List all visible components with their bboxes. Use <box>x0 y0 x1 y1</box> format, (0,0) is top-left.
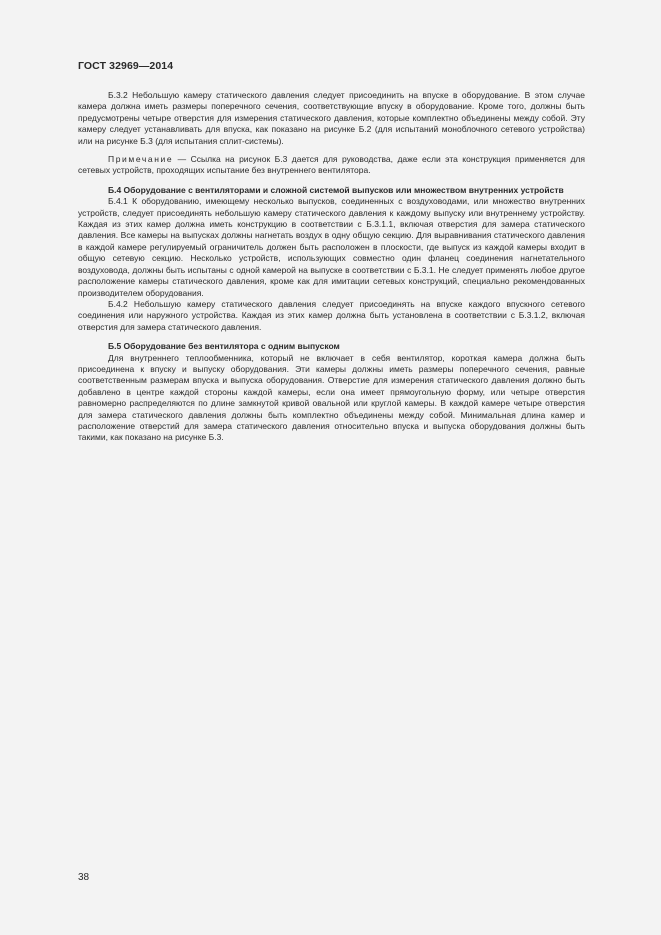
section-heading-b5: Б.5 Оборудование без вентилятора с одним выпуском <box>108 341 340 352</box>
note-paragraph <box>78 154 585 177</box>
document-header: ГОСТ 32969—2014 <box>78 60 174 72</box>
paragraph-b5: Для внутреннего теплообменника, который не включает в себя вентилятор, короткая камера должна быть присоединена к впуску и выпуску оборудования. Эти камеры должны иметь размеры поперечного сечения, равные соответственным размерам впуска и выпуска оборудования. Отверстие для измерения статического давления должно быть добавлено в центре каждой стороны каждой камеры, если она имеет прямоугольную форму, или четыре отверстия равномерно распределяются по длине замкнутой кривой овальной или круглой камеры. В каждой камере четыре отверстия для замера статического давления должны быть комплектно объединены между собой. Минимальная длина камер и расположение отверстий для замера статического давления относительно впуска и выпуска оборудования должны быть такими, как показано на рисунке Б.3. <box>78 352 585 443</box>
paragraph-b41: Б.4.1 К оборудованию, имеющему несколько выпусков, соединенных с воздуховодами, или множество внутренних устройств, следует присоединять небольшую камеру статического давления к каждому выпуску или внутреннему устройству. Каждая из этих камер должна иметь конструкцию в соответствии с Б.3.1.1, включая отверстия для замера статического давления. Все камеры на выпусках должны нагнетать воздух в одну общую секцию. Для выравнивания статического давления в каждой камере регулируемый ограничитель должен быть расположен в плоскости, где выпуск из каждой камеры входит в общую сетевую секцию. Несколько устройств, использующих совместно один фланец соединения нагнетательного воздуховода, должны быть испытаны с одной камерой на выпуске в соответствии с Б.3.1. Не следует применять любое другое расположение камеры статического давления, кроме как для имитации сетевых конструкций, специально рекомендованных производителем оборудования. <box>78 196 585 298</box>
page-number: 38 <box>78 872 90 883</box>
document-body <box>78 90 585 444</box>
paragraph-b32: Б.3.2 Небольшую камеру статического давления следует присоединить на впуске в оборудование. В этом случае камера должна иметь размеры поперечного сечения, соответствующие впуску в оборудование. Кроме того, должны быть предусмотрены четыре отверстия для измерения статического давления, которые комплектно объединены между собой. Эту камеру следует устанавливать для впуска, как показано на рисунке Б.2 (для испытаний моноблочного сетевого устройства) или на рисунке Б.3 (для испытания сплит-системы). <box>78 90 585 146</box>
note-text: — Ссылка на рисунок Б.3 дается для руководства, даже если эта конструкция применяется для сетевых устройств, проходящих испытание без внутреннего вентилятора. <box>78 154 585 176</box>
paragraph-b42: Б.4.2 Небольшую камеру статического давления следует присоединять на впуске каждого впускного сетевого соединения или наружного устройства. Каждая из этих камер должна быть установлена в соответствии с Б.3.1.2, включая отверстия для замера статического давления. <box>78 298 585 332</box>
section-heading-b4: Б.4 Оборудование с вентиляторами и сложной системой выпусков или множеством внутренних устройств <box>108 184 564 195</box>
note-label: Примечание <box>108 154 174 165</box>
